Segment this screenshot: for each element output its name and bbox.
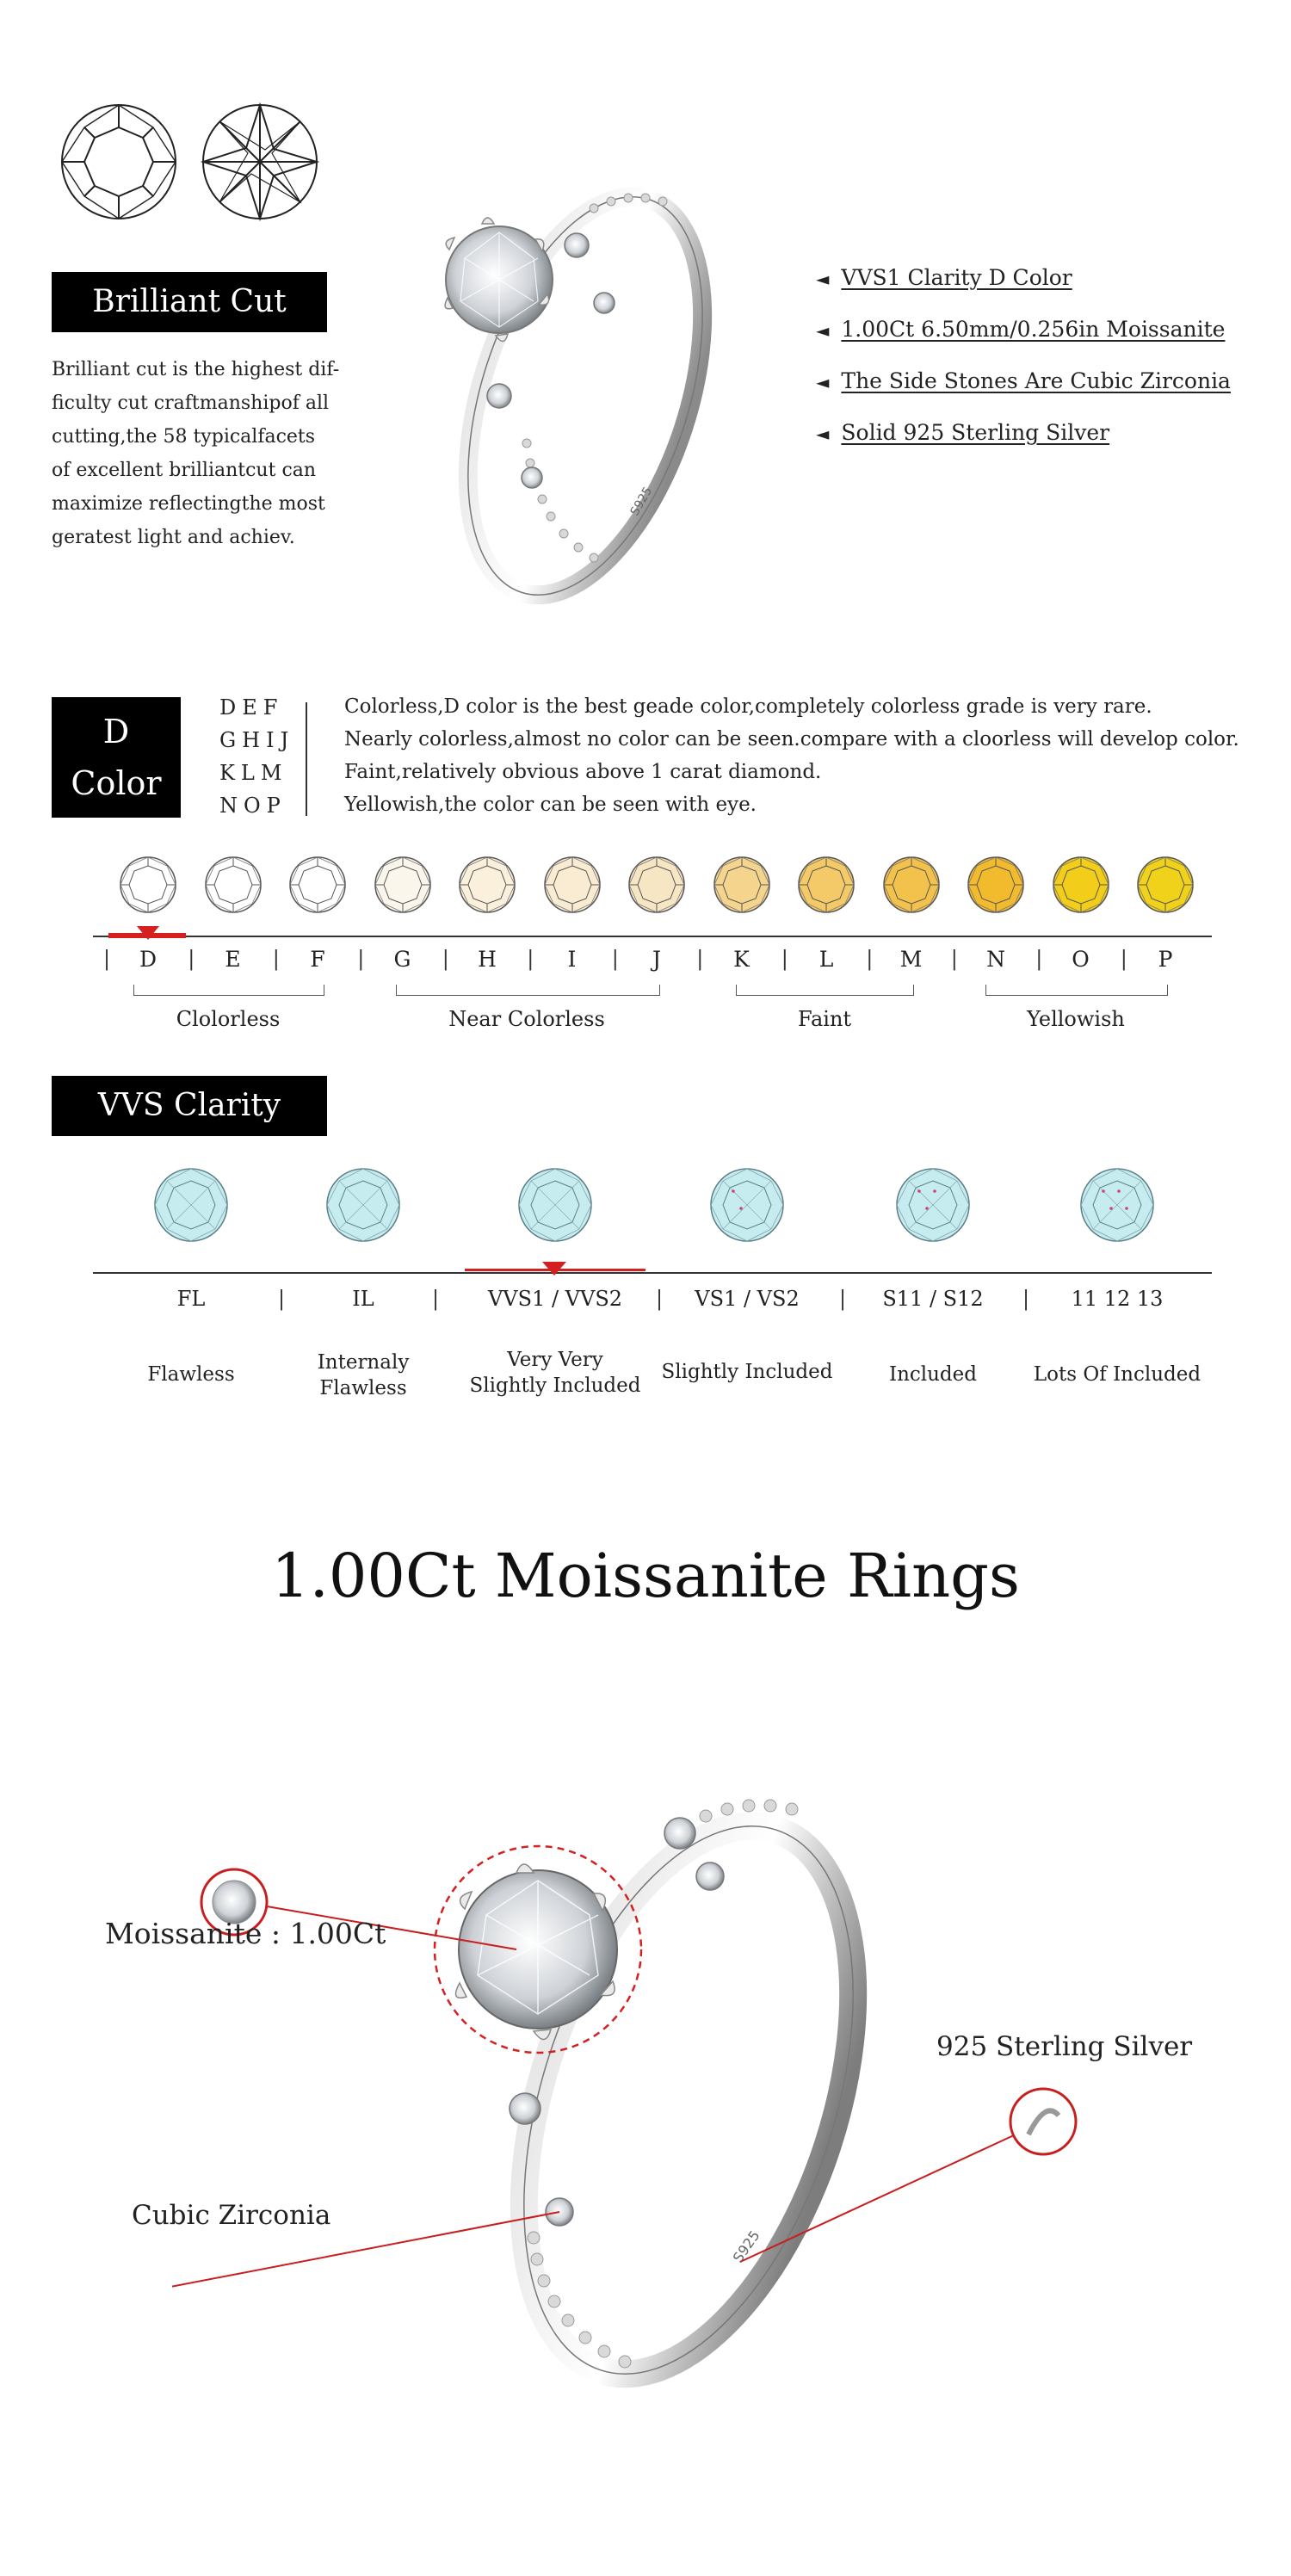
color-gem-P <box>1134 854 1196 916</box>
color-category-label: Clolorless <box>176 1007 281 1031</box>
color-grade-label: L <box>818 947 834 972</box>
description-line: of excellent brilliantcut can <box>52 460 317 481</box>
clarity-name: Lots Of Included <box>1033 1363 1201 1386</box>
color-gem-H <box>456 854 518 916</box>
feature-text: VVS1 Clarity D Color <box>841 265 1072 290</box>
color-gem-I <box>541 854 603 916</box>
separator: | <box>866 947 874 971</box>
separator: | <box>442 947 449 971</box>
color-grade-label: P <box>1158 947 1173 972</box>
separator: | <box>1035 947 1043 971</box>
category-bracket <box>736 985 914 996</box>
callout-moissanite: Moissanite : 1.00Ct <box>105 1917 386 1950</box>
feature-text: Solid 925 Sterling Silver <box>841 420 1110 445</box>
color-badge-word: Color <box>71 764 162 802</box>
clarity-gem <box>324 1165 403 1245</box>
clarity-name: Very Very Slightly Included <box>469 1349 641 1397</box>
clarity-gem <box>1078 1165 1157 1245</box>
color-grade-group: DEF <box>219 695 284 720</box>
separator: | <box>1022 1287 1030 1311</box>
separator: | <box>278 1287 286 1311</box>
color-category-label: Yellowish <box>1027 1007 1125 1031</box>
color-gem-D <box>117 854 179 916</box>
clarity-gem <box>516 1165 595 1245</box>
brilliant-cut-diagram-crown <box>59 102 179 222</box>
category-bracket <box>396 985 660 996</box>
color-grade-description: Faint,relatively obvious above 1 carat diamond. <box>344 761 822 783</box>
description-line: ficulty cut craftmanshipof all <box>52 392 330 414</box>
clarity-gem <box>151 1165 231 1245</box>
color-grade-label: K <box>733 947 750 972</box>
description-line: maximize reflectingthe most <box>52 493 325 515</box>
feature-text: The Side Stones Are Cubic Zirconia <box>841 368 1231 393</box>
color-grade-label: H <box>478 947 497 972</box>
feature-item <box>816 317 1225 342</box>
clarity-grade: FL <box>176 1287 206 1311</box>
page-headline: 1.00Ct Moissanite Rings <box>271 1541 1020 1611</box>
color-grade-divider <box>306 702 307 816</box>
color-gem-N <box>965 854 1027 916</box>
callout-cubic-zirconia: Cubic Zirconia <box>132 2200 331 2231</box>
color-gem-G <box>372 854 434 916</box>
separator: | <box>1120 947 1127 971</box>
clarity-name: Flawless <box>147 1363 235 1386</box>
clarity-name: Included <box>888 1363 977 1386</box>
color-grade-label: G <box>393 947 411 972</box>
triangle-left-icon: ◄ <box>816 372 830 392</box>
clarity-scale-line <box>93 1272 1212 1274</box>
clarity-name: Internaly Flawless <box>317 1351 410 1399</box>
separator: | <box>188 947 195 971</box>
separator: | <box>432 1287 440 1311</box>
feature-text: 1.00Ct 6.50mm/0.256in Moissanite <box>841 317 1226 342</box>
callout-sterling-silver: 925 Sterling Silver <box>936 2031 1193 2062</box>
color-badge <box>52 697 181 818</box>
triangle-left-icon: ◄ <box>816 423 830 444</box>
ring-product-image <box>379 138 740 620</box>
clarity-grade: VVS1 / VVS2 <box>487 1287 623 1311</box>
feature-item <box>816 265 1072 290</box>
triangle-left-icon: ◄ <box>816 269 830 289</box>
clarity-selected-marker <box>542 1262 566 1276</box>
clarity-grade: VS1 / VS2 <box>695 1287 800 1311</box>
color-grade-label: F <box>310 947 325 972</box>
color-grade-label: I <box>567 947 577 972</box>
color-grade-group: GHIJ <box>219 728 295 752</box>
color-gem-M <box>880 854 942 916</box>
category-bracket <box>133 985 324 996</box>
ring-detail-image <box>172 1756 1145 2496</box>
brilliant-cut-title: Brilliant Cut <box>52 272 327 332</box>
color-badge-grade: D <box>102 713 130 751</box>
color-grade-group: NOP <box>219 794 287 818</box>
brilliant-cut-diagram-pavilion <box>200 102 320 222</box>
color-scale-line <box>93 936 1212 937</box>
color-grade-label: O <box>1072 947 1090 972</box>
color-gem-E <box>202 854 264 916</box>
description-line: geratest light and achiev. <box>52 527 295 548</box>
separator: | <box>839 1287 847 1311</box>
category-bracket <box>985 985 1168 996</box>
ring-hallmark: S925 <box>627 485 656 518</box>
separator: | <box>357 947 365 971</box>
ring-hallmark-detail: S925 <box>729 2227 763 2266</box>
color-grade-label: J <box>652 947 662 972</box>
clarity-grade: S11 / S12 <box>882 1287 984 1311</box>
color-grade-description: Colorless,D color is the best geade color,completely colorless grade is very rare. <box>344 695 1152 718</box>
brilliant-cut-description <box>52 353 396 554</box>
description-line: cutting,the 58 typicalfacets <box>52 426 316 448</box>
color-gem-K <box>711 854 773 916</box>
color-selected-marker <box>137 926 159 940</box>
feature-item <box>816 420 1109 445</box>
color-gem-J <box>626 854 688 916</box>
color-category-label: Near Colorless <box>448 1007 605 1031</box>
separator: | <box>696 947 704 971</box>
color-grade-label: N <box>986 947 1005 972</box>
feature-item <box>816 368 1231 393</box>
triangle-left-icon: ◄ <box>816 320 830 341</box>
clarity-gem <box>707 1165 787 1245</box>
color-grade-label: D <box>139 947 158 972</box>
color-grade-label: M <box>899 947 923 972</box>
separator: | <box>611 947 619 971</box>
clarity-gem <box>893 1165 973 1245</box>
clarity-name: Slightly Included <box>661 1361 833 1383</box>
color-category-label: Faint <box>797 1007 852 1031</box>
color-gem-F <box>287 854 349 916</box>
clarity-grade: IL <box>352 1287 374 1311</box>
separator: | <box>103 947 111 971</box>
color-gem-O <box>1050 854 1112 916</box>
color-gem-L <box>795 854 857 916</box>
separator: | <box>272 947 280 971</box>
clarity-title: VVS Clarity <box>52 1076 327 1136</box>
color-grade-description: Nearly colorless,almost no color can be seen.compare with a cloorless will develop color. <box>344 728 1239 751</box>
separator: | <box>527 947 534 971</box>
separator: | <box>781 947 788 971</box>
clarity-grade: 11 12 13 <box>1071 1287 1164 1311</box>
color-grade-description: Yellowish,the color can be seen with eye. <box>344 794 757 816</box>
separator: | <box>950 947 958 971</box>
color-grade-label: E <box>225 947 241 972</box>
separator: | <box>656 1287 664 1311</box>
description-line: Brilliant cut is the highest dif- <box>52 359 340 380</box>
color-grade-group: KLM <box>219 761 288 785</box>
